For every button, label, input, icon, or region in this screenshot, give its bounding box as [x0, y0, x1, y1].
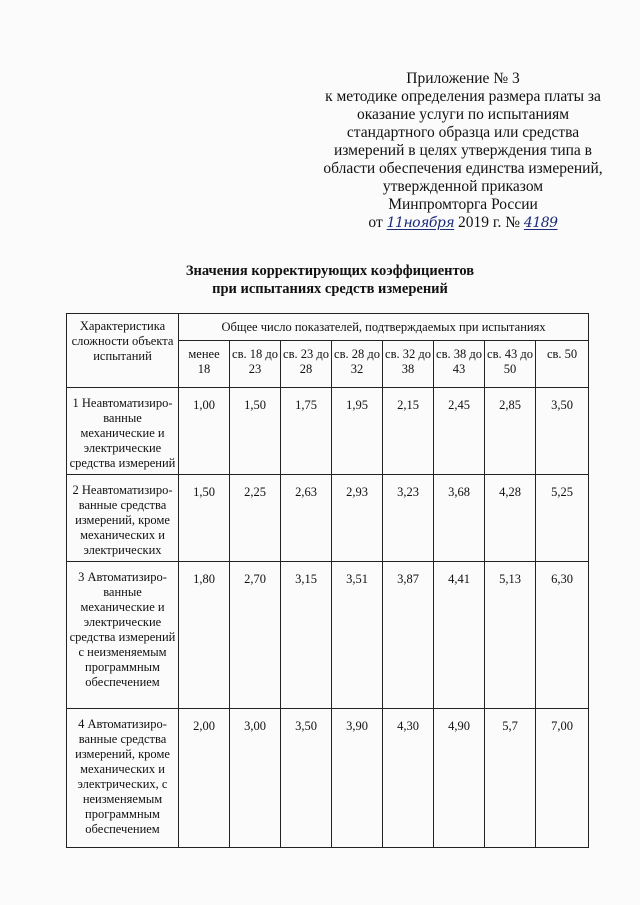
table-cell: 2,93 — [332, 475, 383, 562]
column-header: св. 38 до 43 — [434, 341, 485, 388]
order-number-handwritten: 4189 — [523, 215, 558, 231]
table-cell: 2,00 — [179, 709, 230, 848]
row-label: 2 Неавтоматизиро-ванные средства измерений, кроме механических и электрических — [67, 475, 179, 562]
appendix-line: стандартного образца или средства — [346, 124, 580, 141]
row-header: Характеристика сложности объекта испытаний — [67, 314, 179, 388]
table-cell: 3,87 — [383, 562, 434, 709]
column-header: св. 23 до 28 — [281, 341, 332, 388]
table-cell: 3,51 — [332, 562, 383, 709]
table-cell: 1,00 — [179, 388, 230, 475]
column-header: св. 43 до 50 — [485, 341, 536, 388]
table-cell: 2,70 — [230, 562, 281, 709]
order-reference — [310, 214, 616, 232]
table-cell: 4,28 — [485, 475, 536, 562]
table-cell: 4,90 — [434, 709, 485, 848]
table-cell: 6,30 — [536, 562, 589, 709]
coefficients-table — [66, 313, 589, 848]
column-header: св. 32 до 38 — [383, 341, 434, 388]
appendix-line: Минпромторга России — [388, 196, 538, 213]
table-cell: 2,45 — [434, 388, 485, 475]
table-cell: 3,50 — [536, 388, 589, 475]
column-header: менее 18 — [179, 341, 230, 388]
document-title — [120, 262, 540, 298]
title-line-1: Значения корректирующих коэффициентов — [185, 263, 475, 279]
table-cell: 3,68 — [434, 475, 485, 562]
row-label: 3 Автоматизиро-ванные механические и электрические средства измерений с неизменяемым программным обеспечением — [67, 562, 179, 709]
group-header: Общее число показателей, подтверждаемых при испытаниях — [179, 314, 589, 341]
table-cell: 5,7 — [485, 709, 536, 848]
table-cell: 7,00 — [536, 709, 589, 848]
table-cell: 5,13 — [485, 562, 536, 709]
column-header: св. 50 — [536, 341, 589, 388]
table-cell: 1,50 — [179, 475, 230, 562]
table-cell: 4,41 — [434, 562, 485, 709]
table-cell: 5,25 — [536, 475, 589, 562]
table-row — [67, 388, 589, 475]
appendix-line: к методике определения размера платы за — [325, 88, 601, 105]
order-year: 2019 г. № — [458, 214, 521, 231]
table-row — [67, 475, 589, 562]
table-row — [67, 709, 589, 848]
appendix-header — [310, 70, 616, 232]
table-cell: 1,95 — [332, 388, 383, 475]
table-cell: 3,00 — [230, 709, 281, 848]
table-cell: 2,63 — [281, 475, 332, 562]
row-label: 4 Автоматизиро-ванные средства измерений, кроме механических и электрических, с неизменяемым программным обеспечением — [67, 709, 179, 848]
appendix-line: измерений в целях утверждения типа в — [333, 142, 593, 159]
table-cell: 3,90 — [332, 709, 383, 848]
table-cell: 2,85 — [485, 388, 536, 475]
table-cell: 2,15 — [383, 388, 434, 475]
title-line-2: при испытаниях средств измерений — [212, 281, 448, 297]
appendix-line: области обеспечения единства измерений, — [323, 160, 603, 177]
appendix-line: утвержденной приказом — [382, 178, 544, 195]
table-cell: 3,23 — [383, 475, 434, 562]
appendix-line: Приложение № 3 — [406, 70, 520, 87]
table-cell: 1,75 — [281, 388, 332, 475]
order-prefix: от — [368, 214, 383, 231]
table-cell: 1,50 — [230, 388, 281, 475]
column-header: св. 28 до 32 — [332, 341, 383, 388]
table-cell: 3,15 — [281, 562, 332, 709]
row-label: 1 Неавтоматизиро-ванные механические и электрические средства измерений — [67, 388, 179, 475]
table-cell: 4,30 — [383, 709, 434, 848]
table-cell: 1,80 — [179, 562, 230, 709]
table-row — [67, 562, 589, 709]
appendix-line: оказание услуги по испытаниям — [356, 106, 570, 123]
order-date-handwritten: 11ноября — [386, 215, 455, 231]
table-cell: 3,50 — [281, 709, 332, 848]
table-cell: 2,25 — [230, 475, 281, 562]
column-header: св. 18 до 23 — [230, 341, 281, 388]
